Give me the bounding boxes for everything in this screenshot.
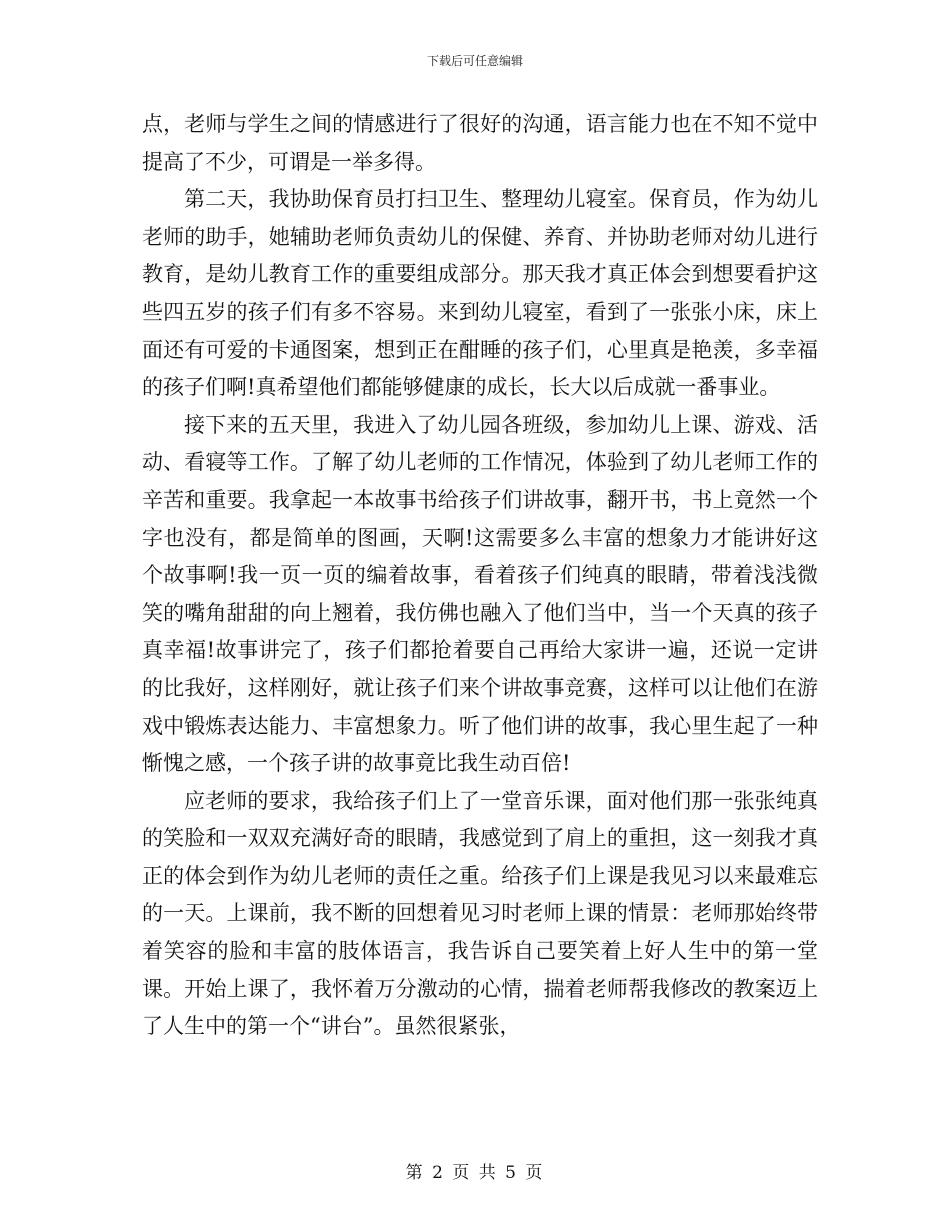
- paragraph: 接下来的五天里，我进入了幼儿园各班级，参加幼儿上课、游戏、活动、看寝等工作。了解了幼儿老师的工作情况，体验到了幼儿老师工作的辛苦和重要。我拿起一本故事书给孩子们讲故事，翻开书，书上竟然一个字也没有，都是简单的图画，天啊!这需要多么丰富的想象力才能讲好这个故事啊!我一页一页的编着故事，看着孩子们纯真的眼睛，带着浅浅微笑的嘴角甜甜的向上翘着，我仿佛也融入了他们当中，当一个天真的孩子真幸福!故事讲完了，孩子们都抢着要自己再给大家讲一遍，还说一定讲的比我好，这样刚好，就让孩子们来个讲故事竞赛，这样可以让他们在游戏中锻炼表达能力、丰富想象力。听了他们讲的故事，我心里生起了一种惭愧之感，一个孩子讲的故事竟比我生动百倍!: [142, 412, 818, 776]
- paragraph: 应老师的要求，我给孩子们上了一堂音乐课，面对他们那一张张纯真的笑脸和一双双充满好奇的眼睛，我感觉到了肩上的重担，这一刻我才真正的体会到作为幼儿老师的责任之重。给孩子们上课是我见习以来最难忘的一天。上课前，我不断的回想着见习时老师上课的情景：老师那始终带着笑容的脸和丰富的肢体语言，我告诉自己要笑着上好人生中的第一堂课。开始上课了，我怀着万分激动的心情，揣着老师帮我修改的教案迈上了人生中的第一个“讲台”。虽然很紧张，: [142, 788, 818, 1039]
- paragraph: 第二天，我协助保育员打扫卫生、整理幼儿寝室。保育员，作为幼儿老师的助手，她辅助老师负责幼儿的保健、养育、并协助老师对幼儿进行教育，是幼儿教育工作的重要组成部分。那天我才真正体会到想要看护这些四五岁的孩子们有多不容易。来到幼儿寝室，看到了一张张小床，床上面还有可爱的卡通图案，想到正在酣睡的孩子们，心里真是艳羡，多幸福的孩子们啊!真希望他们都能够健康的成长，长大以后成就一番事业。: [142, 187, 818, 400]
- paragraph-continuation: 点，老师与学生之间的情感进行了很好的沟通，语言能力也在不知不觉中提高了不少，可谓是一举多得。: [142, 112, 818, 174]
- page-header: 下载后可任意编辑: [426, 54, 523, 68]
- document-body: [142, 106, 818, 1046]
- page-number-footer: 第 2 页 共 5 页: [405, 1163, 545, 1183]
